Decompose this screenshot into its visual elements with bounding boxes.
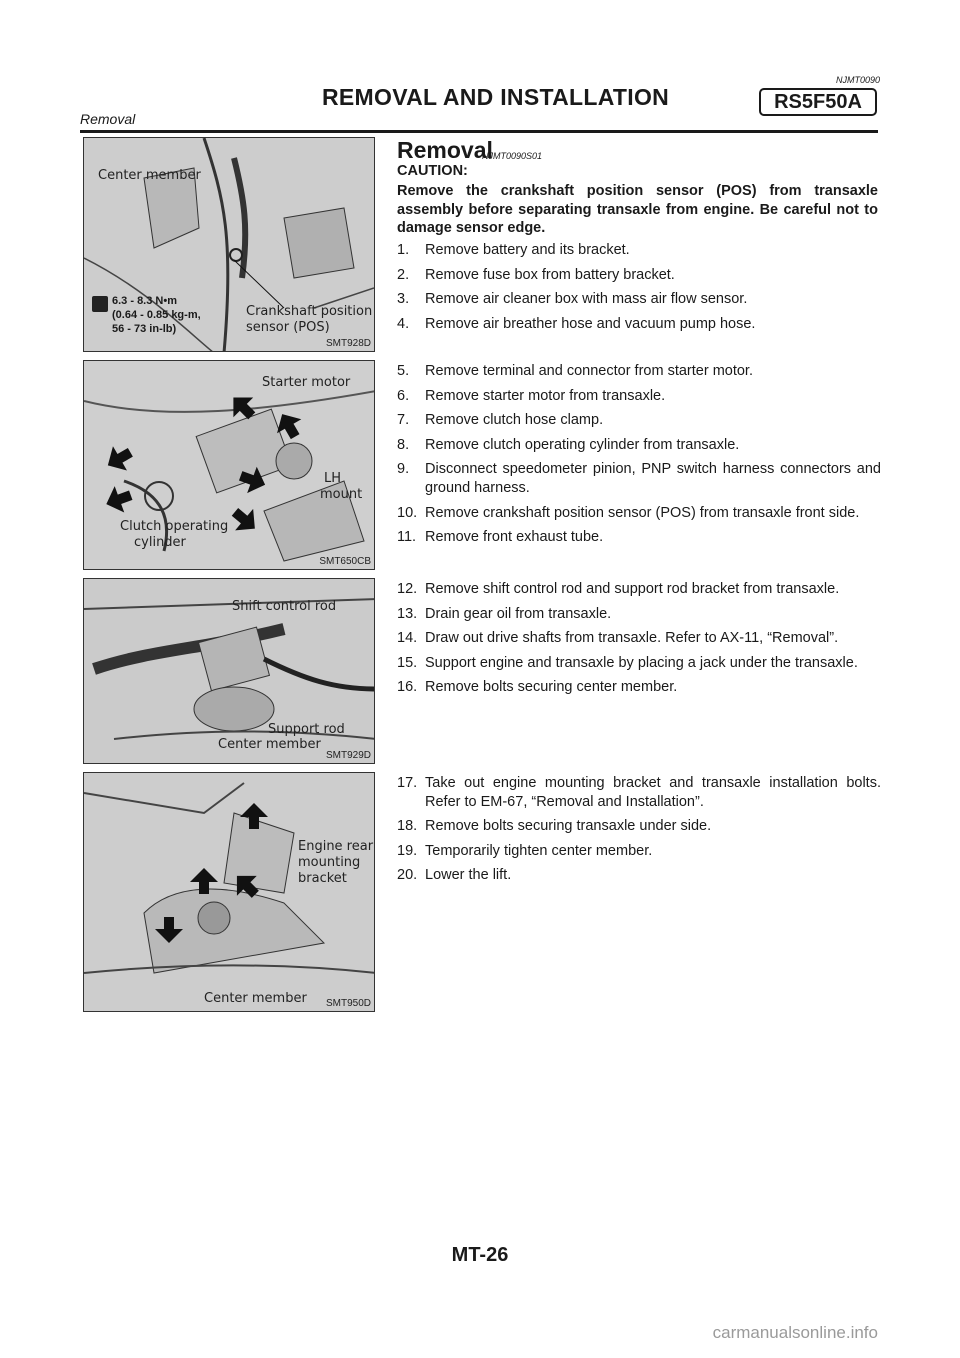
figure-illustration: [84, 773, 375, 1012]
header-rule: [80, 130, 878, 133]
step-text: Remove crankshaft position sensor (POS) from transaxle front side.: [425, 504, 860, 521]
step-item: [397, 605, 881, 624]
step-text: Remove front exhaust tube.: [425, 529, 604, 546]
torque-line-1: 6.3 - 8.3 N•m: [112, 295, 177, 307]
step-text: Remove air cleaner box with mass air flow sensor.: [425, 291, 748, 308]
doc-code: NJMT0090: [835, 75, 880, 85]
figure-code: SMT929D: [325, 750, 371, 761]
step-number: 13.: [397, 605, 418, 622]
label-mount: mount: [320, 487, 363, 502]
section-title: Removal: [397, 137, 493, 163]
label-center-member: Center member: [204, 991, 307, 1006]
label-crankshaft-position: Crankshaft position: [246, 304, 373, 319]
step-number: 18.: [397, 818, 418, 835]
step-item: [397, 629, 881, 648]
figure-crankshaft-sensor: [83, 137, 375, 352]
step-item: [397, 528, 881, 547]
step-item: [397, 678, 881, 697]
step-number: 5.: [397, 363, 410, 379]
step-text: Support engine and transaxle by placing a jack under the transaxle.: [425, 654, 858, 671]
step-item: [397, 580, 881, 599]
page-number: MT-26: [451, 1244, 509, 1266]
step-item: [397, 241, 881, 260]
label-starter-motor: Starter motor: [262, 375, 351, 390]
step-text: Drain gear oil from transaxle.: [425, 605, 612, 622]
steps-list-2: [397, 362, 881, 553]
step-text: Remove fuse box from battery bracket.: [425, 266, 675, 283]
step-text: Remove clutch hose clamp.: [425, 412, 604, 429]
step-number: 4.: [397, 315, 410, 332]
step-number: 3.: [397, 291, 410, 308]
step-item: [397, 817, 881, 836]
step-number: 16.: [397, 679, 418, 696]
label-lh: LH: [324, 471, 342, 486]
watermark: carmanualsonline.info: [712, 1323, 878, 1342]
step-text: Remove terminal and connector from starter motor.: [425, 363, 753, 379]
label-engine-rear: Engine rear: [298, 839, 374, 854]
label-support-rod: Support rod: [268, 722, 345, 737]
torque-line-2: (0.64 - 0.85 kg-m,: [112, 309, 201, 321]
step-item: [397, 504, 881, 523]
step-item: [397, 411, 881, 430]
step-item: [397, 842, 881, 861]
page-title: REMOVAL AND INSTALLATION: [322, 84, 670, 110]
step-text: Take out engine mounting bracket and transaxle installation bolts. Refer to EM-67, “Removal and Installation”.: [425, 775, 881, 810]
page-subtitle: Removal: [80, 111, 136, 127]
figure-code: SMT650CB: [319, 556, 371, 567]
step-text: Remove battery and its bracket.: [425, 242, 630, 258]
torque-spec: [112, 294, 201, 336]
label-sensor-pos: sensor (POS): [246, 320, 330, 335]
step-number: 11.: [397, 529, 417, 546]
label-cylinder: cylinder: [134, 535, 186, 550]
step-number: 19.: [397, 842, 418, 859]
caution-heading: CAUTION:: [397, 163, 468, 179]
step-item: [397, 362, 881, 381]
step-number: 1.: [397, 242, 410, 258]
label-shift-control-rod: Shift control rod: [232, 599, 337, 614]
step-text: Remove starter motor from transaxle.: [425, 387, 666, 404]
step-item: [397, 774, 881, 811]
step-item: [397, 266, 881, 285]
step-number: 9.: [397, 461, 410, 478]
step-number: 10.: [397, 504, 418, 521]
step-text: Lower the lift.: [425, 867, 512, 884]
label-bracket: bracket: [298, 871, 347, 886]
label-mounting: mounting: [298, 855, 361, 870]
caution-text: Remove the crankshaft position sensor (POS) from transaxle assembly before separating transaxle from engine. Be careful not to damage sensor edge.: [397, 183, 878, 236]
step-number: 2.: [397, 266, 410, 283]
steps-list-1: [397, 241, 881, 339]
step-text: Remove shift control rod and support rod bracket from transaxle.: [425, 581, 840, 597]
figure-code: SMT950D: [325, 998, 371, 1009]
label-center-member: Center member: [98, 168, 201, 183]
figure-starter-motor: [83, 360, 375, 570]
step-number: 14.: [397, 630, 418, 647]
step-item: [397, 315, 881, 334]
section-code: NJMT0090S01: [482, 151, 543, 161]
step-item: [397, 290, 881, 309]
step-text: Disconnect speedometer pinion, PNP switch harness connectors and ground harness.: [425, 461, 881, 496]
step-text: Draw out drive shafts from transaxle. Refer to AX-11, “Removal”.: [425, 630, 839, 647]
step-item: [397, 460, 881, 497]
figure-engine-rear-mounting: [83, 772, 375, 1012]
step-number: 20.: [397, 867, 418, 884]
step-item: [397, 654, 881, 673]
step-text: Remove bolts securing transaxle under side.: [425, 818, 712, 835]
steps-list-3: [397, 580, 881, 703]
step-text: Remove bolts securing center member.: [425, 679, 678, 696]
step-number: 17.: [397, 775, 418, 791]
step-text: Remove air breather hose and vacuum pump hose.: [425, 315, 756, 332]
steps-list-4: [397, 774, 881, 891]
model-badge: RS5F50A: [759, 88, 877, 116]
step-item: [397, 436, 881, 455]
step-text: Temporarily tighten center member.: [425, 842, 653, 859]
step-number: 7.: [397, 412, 410, 429]
step-number: 15.: [397, 654, 418, 671]
step-number: 8.: [397, 436, 410, 453]
step-number: 6.: [397, 387, 410, 404]
label-center-member: Center member: [218, 737, 321, 752]
step-item: [397, 387, 881, 406]
figure-illustration: [84, 361, 375, 570]
step-item: [397, 866, 881, 885]
figure-code: SMT928D: [325, 338, 371, 349]
label-clutch-operating: Clutch operating: [120, 519, 229, 534]
step-number: 12.: [397, 581, 418, 597]
torque-wrench-icon: [92, 296, 108, 312]
figure-shift-control-rod: [83, 578, 375, 764]
torque-line-3: 56 - 73 in-lb): [112, 323, 177, 335]
step-text: Remove clutch operating cylinder from transaxle.: [425, 436, 740, 453]
